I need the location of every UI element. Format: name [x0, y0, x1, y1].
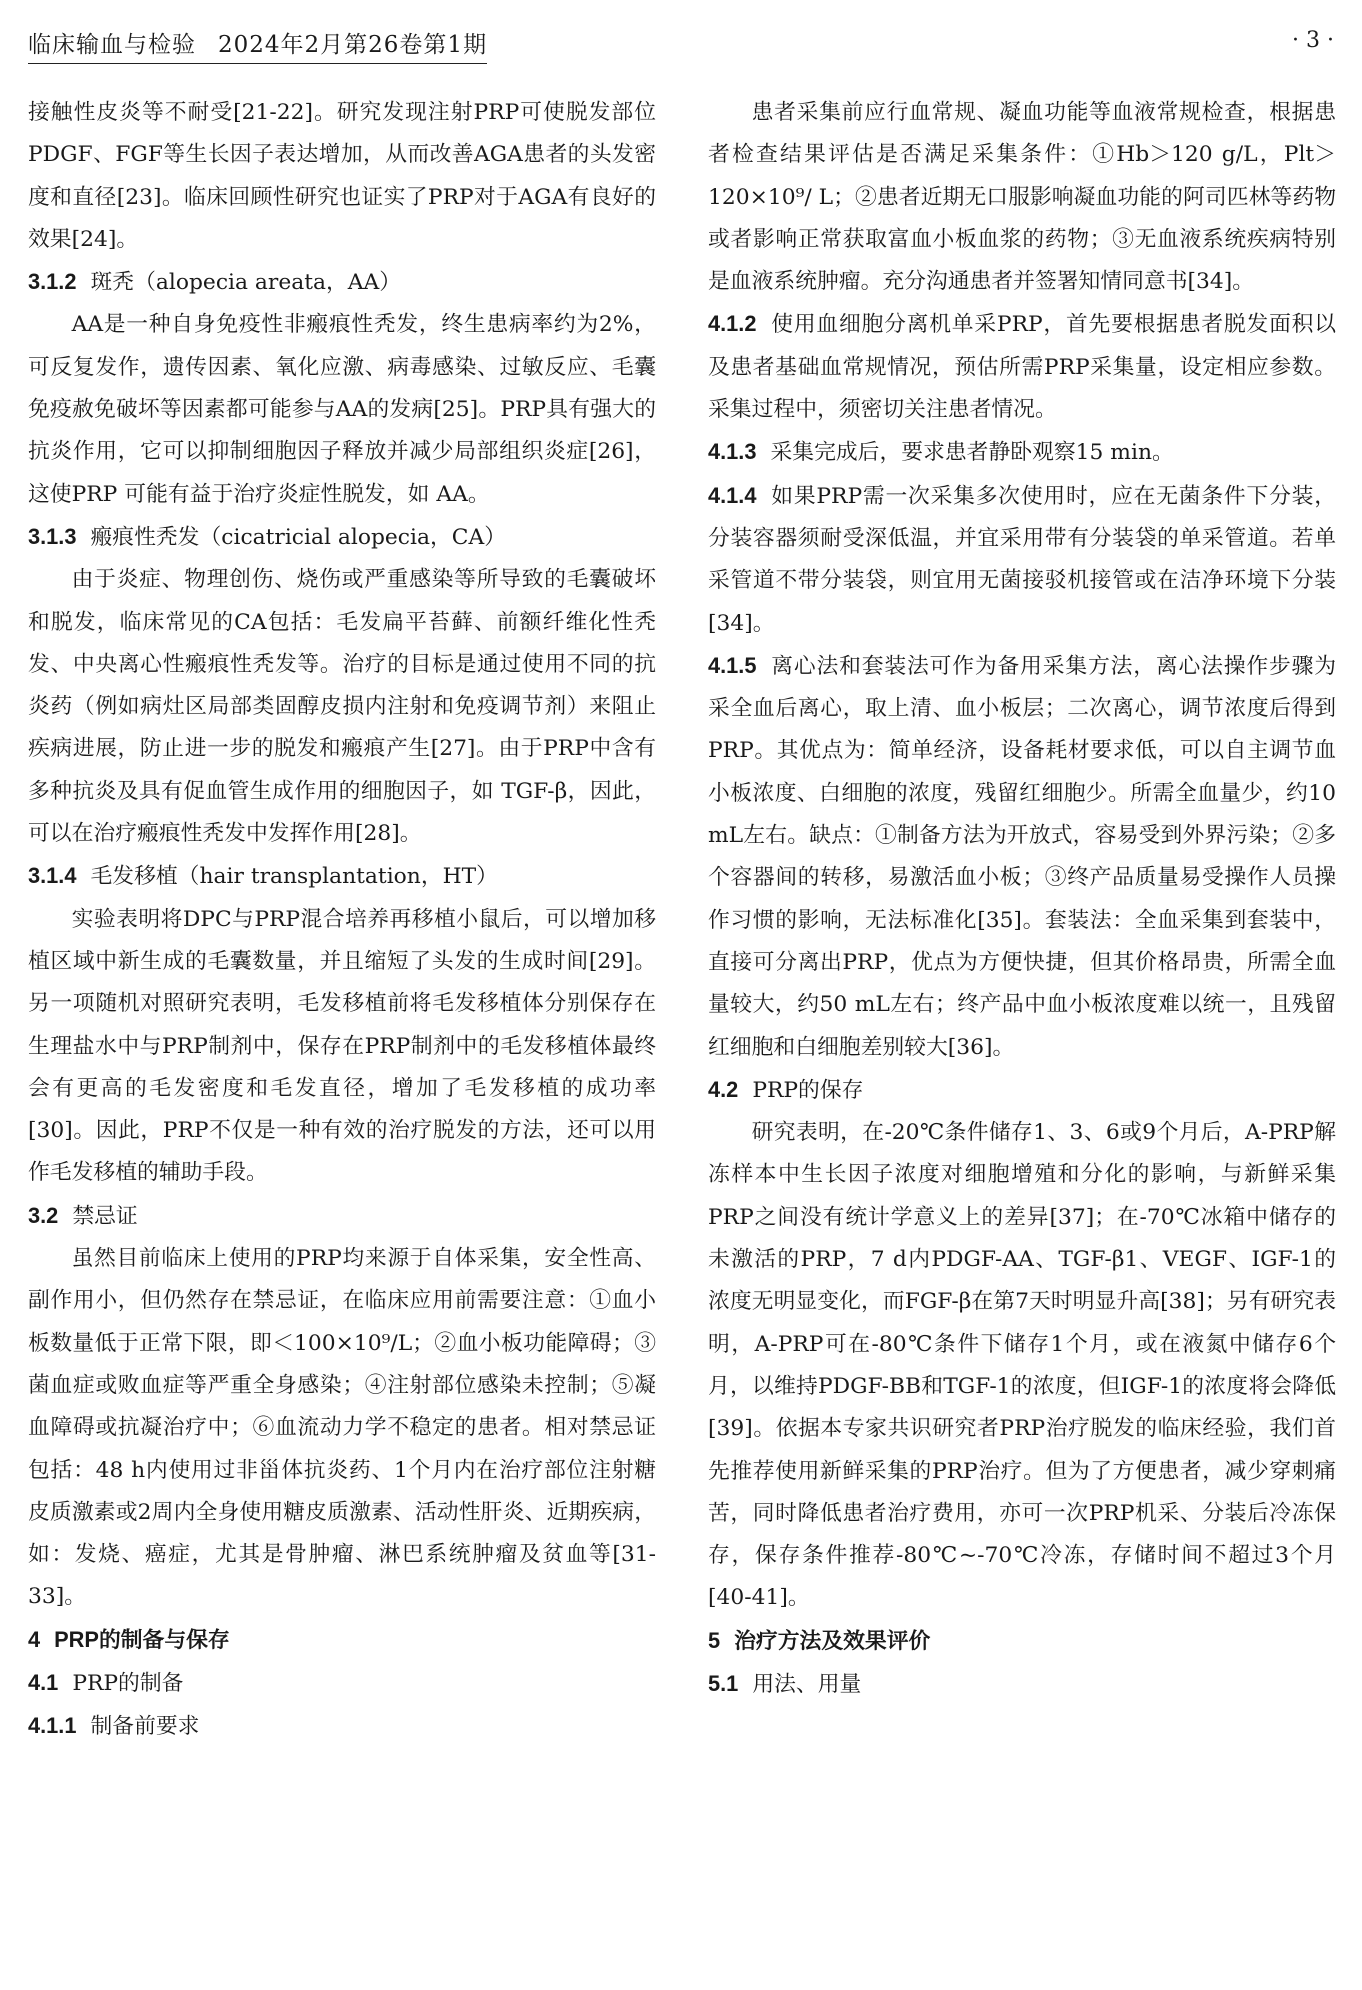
section-number: 3.1.3	[28, 523, 77, 549]
section-title: 斑秃（alopecia areata，AA）	[90, 270, 402, 296]
item-number: 4.1.2	[708, 311, 757, 337]
item-number: 4.1.4	[708, 482, 757, 508]
item-4-1-3	[708, 431, 1336, 474]
item-4-1-2	[708, 303, 1336, 431]
section-title: 禁忌证	[72, 1203, 138, 1229]
heading-4	[28, 1619, 656, 1662]
section-number: 3.1.2	[28, 269, 77, 295]
section-title: 瘢痕性秃发（cicatricial alopecia，CA）	[90, 524, 506, 550]
section-title: 毛发移植（hair transplantation，HT）	[90, 864, 498, 890]
heading-4-2	[708, 1069, 1336, 1112]
heading-3-1-3	[28, 516, 656, 559]
item-4-1-4	[708, 475, 1336, 645]
item-number: 4.1.3	[708, 439, 757, 465]
section-title: 用法、用量	[752, 1671, 862, 1697]
paragraph-aa: AA是一种自身免疫性非瘢痕性秃发，终生患病率约为2%，可反复发作，遗传因素、氧化应激、病毒感染、过敏反应、毛囊免疫赦免破坏等因素都可能参与AA的发病[25]。PRP具有强大的抗炎作用，它可以抑制细胞因子释放并减少局部组织炎症[26]，这使PRP 可能有益于治疗炎症性脱发，如 AA。	[28, 312, 656, 507]
right-column	[708, 92, 1336, 1706]
section-title: PRP的保存	[752, 1077, 864, 1103]
section-number: 4.1.1	[28, 1713, 77, 1739]
paragraph-aga-continued: 接触性皮炎等不耐受[21-22]。研究发现注射PRP可使脱发部位PDGF、FGF等生长因子表达增加，从而改善AGA患者的头发密度和直径[23]。临床回顾性研究也证实了PRP对于AGA有良好的效果[24]。	[28, 100, 656, 252]
section-title: 制备前要求	[90, 1714, 200, 1740]
section-number: 5	[708, 1627, 721, 1653]
item-4-1-5	[708, 645, 1336, 1069]
heading-3-1-2	[28, 261, 656, 304]
heading-3-1-4	[28, 855, 656, 898]
paragraph-storage: 研究表明，在-20℃条件储存1、3、6或9个月后，A-PRP解冻样本中生长因子浓度对细胞增殖和分化的影响，与新鲜采集PRP之间没有统计学意义上的差异[37]；在-70℃冰箱中储存的未激活的PRP，7 d内PDGF-AA、TGF-β1、VEGF、IGF-1的浓度无明显变化，而FGF-β在第7天时明显升高[38]；另有研究表明，A-PRP可在-80℃条件下储存1个月，或在液氮中储存6个月，以维持PDGF-BB和TGF-1的浓度，但IGF-1的浓度将会降低[39]。依据本专家共识研究者PRP治疗脱发的临床经验，我们首先推荐使用新鲜采集的PRP治疗。但为了方便患者，减少穿刺痛苦，同时降低患者治疗费用，亦可一次PRP机采、分装后冷冻保存，保存条件推荐-80℃~-70℃冷冻，存储时间不超过3个月[40-41]。	[708, 1120, 1336, 1611]
item-number: 4.1.5	[708, 652, 757, 678]
heading-5-1	[708, 1663, 1336, 1706]
section-title: PRP的制备与保存	[54, 1626, 230, 1652]
item-text: 使用血细胞分离机单采PRP，首先要根据患者脱发面积以及患者基础血常规情况，预估所需PRP采集量，设定相应参数。采集过程中，须密切关注患者情况。	[708, 312, 1336, 423]
left-column	[28, 92, 656, 1749]
paragraph-contraindications: 虽然目前临床上使用的PRP均来源于自体采集，安全性高、副作用小，但仍然存在禁忌证，在临床应用前需要注意：①血小板数量低于正常下限，即＜100×10⁹/L；②血小板功能障碍；③菌血症或败血症等严重全身感染；④注射部位感染未控制；⑤凝血障碍或抗凝治疗中；⑥血流动力学不稳定的患者。相对禁忌证包括：48 h内使用过非甾体抗炎药、1个月内在治疗部位注射糖皮质激素或2周内全身使用糖皮质激素、活动性肝炎、近期疾病，如：发烧、癌症，尤其是骨肿瘤、淋巴系统肿瘤及贫血等[31-33]。	[28, 1246, 656, 1610]
journal-header	[28, 26, 487, 64]
issue-info: 2024年2月第26卷第1期	[218, 32, 488, 58]
item-text: 采集完成后，要求患者静卧观察15 min。	[770, 440, 1174, 466]
section-number: 4.1	[28, 1669, 59, 1695]
paragraph-ht: 实验表明将DPC与PRP混合培养再移植小鼠后，可以增加移植区域中新生成的毛囊数量，并且缩短了头发的生成时间[29]。另一项随机对照研究表明，毛发移植前将毛发移植体分别保存在生理盐水中与PRP制剂中，保存在PRP制剂中的毛发移植体最终会有更高的毛发密度和毛发直径，增加了毛发移植的成功率[30]。因此，PRP不仅是一种有效的治疗脱发的方法，还可以用作毛发移植的辅助手段。	[28, 906, 656, 1186]
journal-name: 临床输血与检验	[28, 32, 196, 58]
section-number: 3.1.4	[28, 863, 77, 889]
paragraph-ca: 由于炎症、物理创伤、烧伤或严重感染等所导致的毛囊破坏和脱发，临床常见的CA包括：毛发扁平苔藓、前额纤维化性秃发、中央离心性瘢痕性秃发等。治疗的目标是通过使用不同的抗炎药（例如病灶区局部类固醇皮损内注射和免疫调节剂）来阻止疾病进展，防止进一步的脱发和瘢痕产生[27]。由于PRP中含有多种抗炎及具有促血管生成作用的细胞因子，如 TGF-β，因此，可以在治疗瘢痕性秃发中发挥作用[28]。	[28, 567, 656, 847]
page-number: · 3 ·	[1292, 28, 1334, 53]
paragraph-pre-collection: 患者采集前应行血常规、凝血功能等血液常规检查，根据患者检查结果评估是否满足采集条件：①Hb＞120 g/L，Plt＞120×10⁹/ L；②患者近期无口服影响凝血功能的阿司匹林等药物或者影响正常获取富血小板血浆的药物；③无血液系统疾病特别是血液系统肿瘤。充分沟通患者并签署知情同意书[34]。	[708, 100, 1336, 295]
section-number: 5.1	[708, 1670, 739, 1696]
heading-4-1	[28, 1662, 656, 1705]
section-number: 4.2	[708, 1076, 739, 1102]
running-header	[28, 26, 1334, 60]
item-text: 离心法和套装法可作为备用采集方法，离心法操作步骤为采全血后离心，取上清、血小板层；二次离心，调节浓度后得到PRP。其优点为：简单经济，设备耗材要求低，可以自主调节血小板浓度、白细胞的浓度，残留红细胞少。所需全血量少，约10 mL左右。缺点：①制备方法为开放式，容易受到外界污染；②多个容器间的转移，易激活血小板；③终产品质量易受操作人员操作习惯的影响，无法标准化[35]。套装法：全血采集到套装中，直接可分离出PRP，优点为方便快捷，但其价格昂贵，所需全血量较大，约50 mL左右；终产品中血小板浓度难以统一，且残留红细胞和白细胞差别较大[36]。	[708, 653, 1336, 1060]
section-number: 4	[28, 1626, 41, 1652]
item-text: 如果PRP需一次采集多次使用时，应在无菌条件下分装，分装容器须耐受深低温，并宜采用带有分装袋的单采管道。若单采管道不带分装袋，则宜用无菌接驳机接管或在洁净环境下分装[34]。	[708, 483, 1336, 636]
section-title: PRP的制备	[72, 1670, 184, 1696]
heading-5	[708, 1620, 1336, 1663]
section-title: 治疗方法及效果评价	[734, 1627, 931, 1653]
heading-3-2	[28, 1195, 656, 1238]
heading-4-1-1	[28, 1705, 656, 1748]
section-number: 3.2	[28, 1202, 59, 1228]
